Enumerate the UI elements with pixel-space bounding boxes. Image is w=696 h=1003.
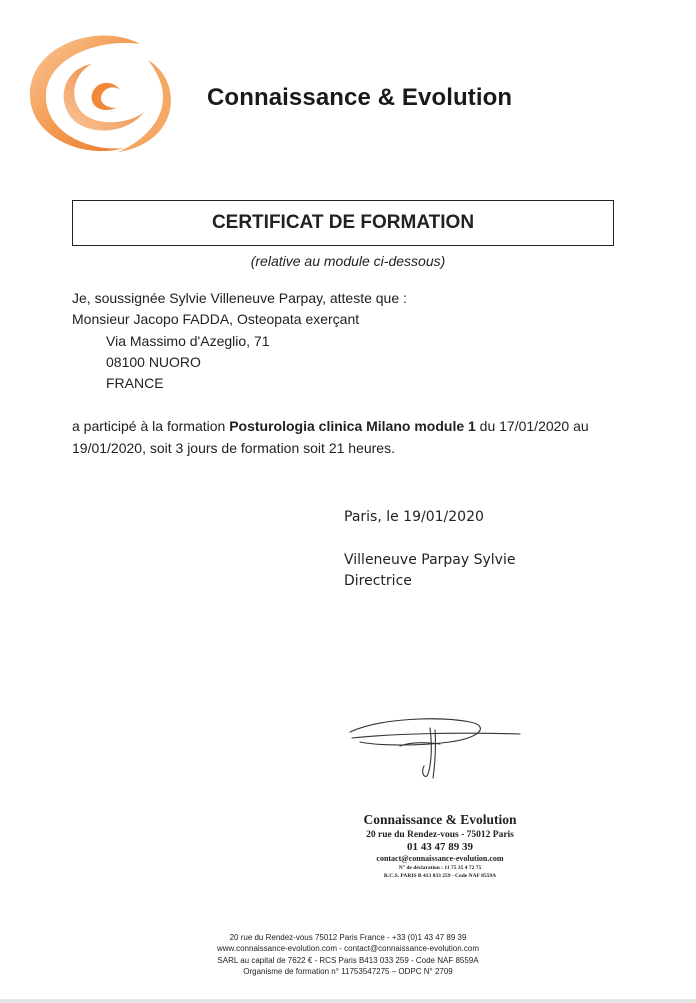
signatory-role: Directrice [344, 573, 412, 589]
address-street: Via Massimo d'Azeglio, 71 [106, 333, 270, 349]
participation-line [72, 418, 589, 434]
footer-registration: Organisme de formation n° 11753547275 – ODPC N° 2709 [243, 967, 453, 977]
stamp-address: 20 rue du Rendez-vous - 75012 Paris [366, 830, 514, 840]
intro-line: Je, soussignée Sylvie Villeneuve Parpay, atteste que : [72, 290, 407, 306]
certificate-title: CERTIFICAT DE FORMATION [211, 212, 475, 233]
participation-prefix: a participé à la formation [72, 418, 230, 434]
certificate-subtitle: (relative au module ci-dessous) [250, 253, 446, 269]
stamp-phone: 01 43 47 89 39 [407, 841, 473, 853]
stamp-rcs: R.C.S. PARIS B 413 033 259 - Code NAF 8559A [383, 873, 497, 879]
address-city: 08100 NUORO [106, 354, 201, 370]
footer-web-contact: www.connaissance-evolution.com - contact@connaissance-evolution.com [216, 944, 480, 954]
signatory-name: Villeneuve Parpay Sylvie [344, 552, 516, 568]
stamp-declaration: N° de déclaration : 11 75 35 4 72 75 [398, 865, 482, 871]
footer [0, 932, 696, 978]
stamp-email: contact@connaissance-evolution.com [376, 854, 504, 863]
stamp-name: Connaissance & Evolution [363, 812, 517, 827]
participation-line-2: 19/01/2020, soit 3 jours de formation soit 21 heures. [72, 440, 395, 456]
address-country: FRANCE [106, 375, 164, 391]
footer-legal: SARL au capital de 7622 € - RCS Paris B413 033 259 - Code NAF 8559A [217, 955, 479, 965]
place-date: Paris, le 19/01/2020 [344, 509, 484, 525]
orange-swirl-logo-icon [22, 24, 182, 164]
recipient-line: Monsieur Jacopo FADDA, Osteopata exerçant [72, 311, 360, 327]
bottom-divider [0, 999, 696, 1003]
handwritten-signature [340, 712, 530, 787]
company-stamp [340, 812, 540, 879]
course-name: Posturologia clinica Milano module 1 [229, 418, 476, 434]
participation-suffix: du 17/01/2020 au [475, 418, 589, 434]
organization-title: Connaissance & Evolution [207, 84, 513, 111]
certificate-title-box [72, 200, 614, 246]
footer-address: 20 rue du Rendez-vous 75012 Paris France - +33 (0)1 43 47 89 39 [229, 933, 467, 942]
